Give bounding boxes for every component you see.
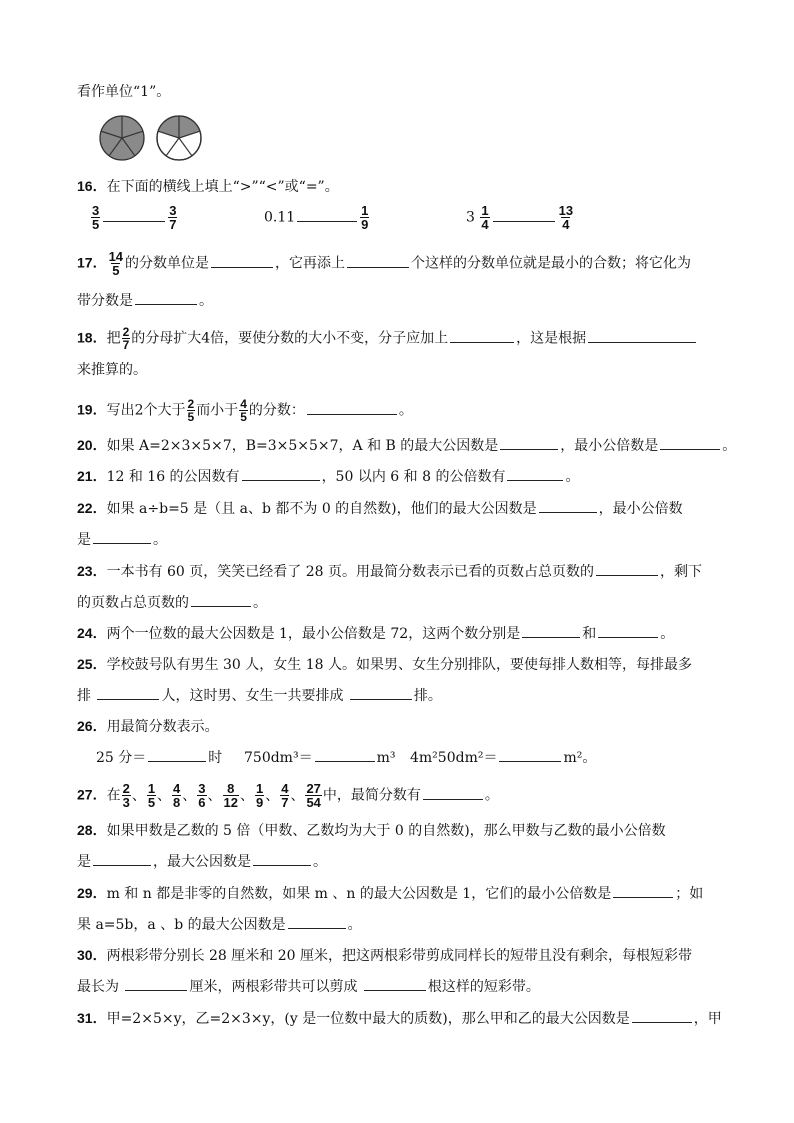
fraction (122, 782, 131, 809)
answer-blank[interactable] (507, 466, 563, 481)
q27: 27．在 $\frac{2}{3}$ 、 $\frac{1}{5}$ 、 $\frac{4}{8}$ 、 $\frac{3}{6}$ 、 $\frac{8}{12}$ 、 $\frac{1}{9}$ 、 $\frac{4}{7}$ 、 $\frac{27}{54}$ 中，最简分数有 。 (77, 781, 499, 810)
answer-blank[interactable] (93, 529, 151, 544)
fraction: $\frac{13}{4}$ (558, 203, 574, 232)
fraction (172, 782, 181, 809)
fraction: $\frac{2}{7}$ (122, 325, 130, 352)
answer-blank[interactable] (315, 747, 375, 762)
q28-cont: 是 ，最大公因数是 。 (77, 851, 327, 872)
fraction-denominator: 9 (255, 795, 264, 810)
q16-item-1 (90, 204, 178, 231)
answer-blank[interactable] (423, 785, 483, 800)
answer-blank[interactable] (211, 253, 273, 268)
fraction-denominator: 3 (122, 795, 130, 810)
pie-partial-shaded (157, 116, 201, 160)
answer-blank[interactable] (500, 435, 558, 450)
answer-blank[interactable] (97, 685, 159, 700)
fraction-denominator: 6 (198, 795, 206, 810)
q30: 30．两根彩带分别长 28 厘米和 20 厘米，把这两根彩带剪成同样长的短带且没有剩余，每根短彩带 (77, 947, 693, 964)
q26-item-a: 25 分＝ 时 (96, 747, 222, 768)
q18: 18．把 $\frac{2}{7}$ 的分母扩大4倍，要使分数的大小不变，分子应加上 ，这是根据 (77, 326, 698, 351)
answer-blank[interactable] (350, 685, 412, 700)
answer-blank[interactable] (588, 328, 696, 343)
separator: 、 (290, 787, 305, 804)
fraction-numerator: 1 (255, 781, 264, 796)
answer-blank[interactable] (307, 400, 397, 415)
q23-cont: 的页数占总页数的 。 (77, 592, 267, 613)
fraction-denominator: 5 (147, 795, 156, 810)
fraction-denominator: 54 (306, 795, 321, 810)
fraction: $\frac{4}{5}$ (240, 397, 247, 424)
fraction-denominator: 8 (173, 795, 181, 810)
pie-figures (99, 115, 205, 165)
fraction: $\frac{1}{4}$ (481, 203, 489, 232)
q16-item-2: 0.11 $\frac{1}{9}$ (264, 203, 369, 232)
fraction: $\frac{1}{9}$ (361, 203, 369, 232)
fraction (305, 782, 321, 809)
q26-item-b: 750dm³＝ m³ (244, 747, 395, 768)
fraction-numerator: 3 (198, 781, 206, 796)
answer-blank[interactable] (539, 498, 597, 513)
answer-blank[interactable] (288, 914, 346, 929)
fraction (223, 782, 239, 809)
fraction: $\frac{3}{5}$ (92, 203, 100, 232)
answer-blank[interactable] (613, 883, 673, 898)
q30-cont: 最长为 厘米，两根彩带共可以剪成 根这样的短彩带。 (77, 976, 540, 997)
answer-blank[interactable] (499, 747, 561, 762)
fraction-numerator: 4 (281, 781, 289, 796)
q16: 16．在下面的横线上填上“>”“<”或“=”。 (77, 178, 339, 195)
intro-text: 看作单位“1”。 (77, 84, 171, 100)
q17-cont: 带分数是 。 (77, 290, 213, 311)
q19: 19．写出2个大于 $\frac{2}{5}$ 而小于 $\frac{4}{5}$ 的分数： 。 (77, 397, 413, 424)
q31: 31．甲=2×5×y，乙=2×3×y，(y 是一位数中最大的质数)，那么甲和乙的最大公因数是 ，甲 (77, 1010, 722, 1027)
answer-blank[interactable] (493, 207, 555, 222)
answer-blank[interactable] (364, 976, 426, 991)
separator: 、 (265, 787, 280, 804)
separator: 、 (131, 787, 146, 804)
q22-cont: 是 。 (77, 529, 167, 550)
q24: 24．两个一位数的最大公因数是 1，最小公倍数是 72，这两个数分别是 和 。 (77, 625, 675, 642)
q28: 28．如果甲数是乙数的 5 倍（甲数、乙数均为大于 0 的自然数)，那么甲数与乙数的最小公倍数 (77, 822, 666, 839)
fraction (255, 782, 264, 809)
fraction: $\frac{3}{7}$ (169, 203, 177, 232)
answer-blank[interactable] (135, 290, 197, 305)
q29-cont: 果 a=5b，a 、b 的最大公因数是 。 (77, 914, 362, 935)
pie-full-shaded (100, 116, 144, 160)
q16-item-3: 3 $\frac{1}{4}$ $\frac{13}{4}$ (466, 203, 574, 232)
fraction-numerator: 1 (147, 781, 156, 796)
separator: 、 (157, 787, 172, 804)
answer-blank[interactable] (242, 466, 320, 481)
answer-blank[interactable] (297, 207, 357, 222)
answer-blank[interactable] (148, 747, 206, 762)
answer-blank[interactable] (632, 1008, 692, 1023)
q26-item-c: 4m²50dm²＝ m²。 (410, 747, 596, 768)
q22: 22．如果 a÷b=5 是（且 a、b 都不为 0 的自然数)，他们的最大公因数是 ，最小公倍数 (77, 500, 683, 517)
answer-blank[interactable] (191, 592, 251, 607)
answer-blank[interactable] (347, 253, 409, 268)
q25-cont: 排 人，这时男、女生一共要排成 排。 (77, 685, 442, 706)
fraction (280, 782, 289, 809)
answer-blank[interactable] (93, 851, 151, 866)
answer-blank[interactable] (125, 976, 187, 991)
answer-blank[interactable] (522, 623, 580, 638)
q29: 29．m 和 n 都是非零的自然数，如果 m 、n 的最大公因数是 1，它们的最小公倍数是 ；如 (77, 885, 704, 902)
fraction: $\frac{2}{5}$ (187, 397, 195, 424)
fraction-numerator: 4 (173, 781, 181, 796)
q18-cont: 来推算的。 (77, 362, 147, 378)
fraction-list (121, 781, 323, 810)
fraction: $\frac{14}{5}$ (108, 249, 124, 278)
fraction-denominator: 12 (223, 795, 238, 810)
q21: 21．12 和 16 的公因数有 ，50 以内 6 和 8 的公倍数有 。 (77, 468, 580, 485)
q20: 20．如果 A=2×3×5×7，B=3×5×5×7，A 和 B 的最大公因数是 ，最小公倍数是 。 (77, 437, 737, 454)
fraction-numerator: 2 (122, 781, 130, 796)
fraction (197, 782, 206, 809)
fraction-denominator: 7 (281, 795, 289, 810)
separator: 、 (182, 787, 197, 804)
answer-blank[interactable] (598, 623, 658, 638)
answer-blank[interactable] (596, 561, 658, 576)
separator: 、 (207, 787, 222, 804)
q17: 17． $\frac{14}{5}$ 的分数单位是 ，它再添上 个这样的分数单位就是最小的合数；将它化为 (77, 249, 692, 278)
answer-blank[interactable] (660, 435, 720, 450)
q25: 25．学校鼓号队有男生 30 人，女生 18 人。如果男、女生分别排队，要使每排人数相等，每排最多 (77, 656, 693, 673)
fraction-numerator: 27 (306, 781, 321, 796)
q23: 23．一本书有 60 页，笑笑已经看了 28 页。用最简分数表示已看的页数占总页数的 ，剩下 (77, 563, 703, 580)
answer-blank[interactable] (253, 851, 311, 866)
fraction (147, 782, 156, 809)
fraction-numerator: 8 (227, 781, 235, 796)
q26: 26．用最简分数表示。 (77, 718, 219, 735)
separator: 、 (239, 787, 254, 804)
answer-blank[interactable] (450, 328, 514, 343)
answer-blank[interactable] (103, 207, 165, 222)
